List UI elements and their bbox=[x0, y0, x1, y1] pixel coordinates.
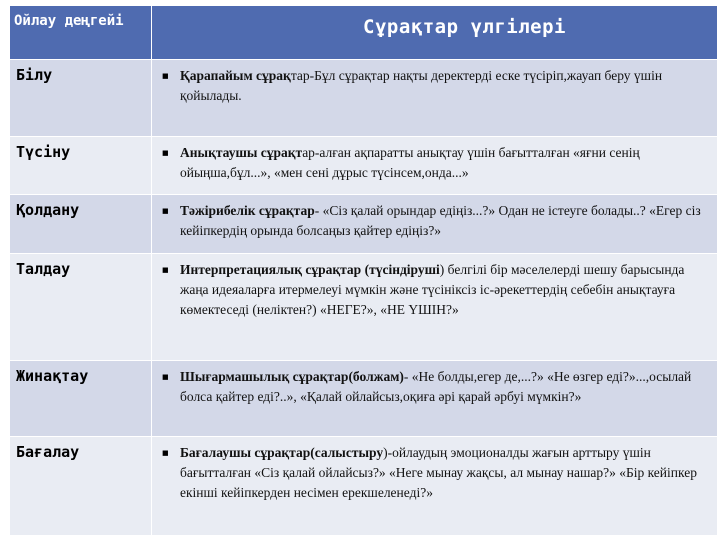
bullet-square-icon: ■ bbox=[162, 149, 169, 157]
table-row bbox=[10, 437, 718, 536]
question-levels-table bbox=[9, 5, 718, 536]
question-type: Анықтаушы сұрақт bbox=[180, 145, 303, 160]
description-text bbox=[180, 443, 709, 503]
bullet-square-icon: ■ bbox=[162, 207, 169, 215]
level-cell: Білу bbox=[10, 60, 152, 137]
level-cell: Бағалау bbox=[10, 437, 152, 536]
level-cell: Жинақтау bbox=[10, 361, 152, 437]
question-explanation: ) белгілі бір мәселелерді шешу барысында жаңа идеяаларға итермелеуі мүмкін және түсініксіз іс-әрекеттердің себебін анықтауға көмектеседі (неліктен?) «НЕГЕ?», «НЕ ҮШІН?» bbox=[180, 262, 685, 317]
description-cell bbox=[152, 60, 718, 137]
table-row bbox=[10, 195, 718, 254]
bullet-square-icon: ■ bbox=[162, 72, 169, 80]
list-item bbox=[162, 367, 709, 407]
description-text bbox=[180, 260, 709, 320]
table-row bbox=[10, 361, 718, 437]
description-cell bbox=[152, 195, 718, 254]
header-question-samples: Сұрақтар үлгілері bbox=[152, 6, 718, 60]
bullet-square-icon: ■ bbox=[162, 266, 169, 274]
description-text bbox=[180, 66, 709, 106]
description-cell bbox=[152, 361, 718, 437]
question-explanation: - «Не болды,егер де,...?» «Не өзгер еді?»...,осылай болса қайтер еді?..», «Қалай ойлайсыз,оқиға әрі қарай әрбуі мүмкін?» bbox=[180, 369, 692, 404]
question-explanation: ар-алған ақпаратты анықтау үшін бағытталған «яғни сенің ойыңша,бұл...», «мен сені дұрыс түсінсем,онда...» bbox=[180, 145, 640, 180]
question-type: Интерпретациялық сұрақтар (түсіндіруші bbox=[180, 262, 440, 277]
list-item bbox=[162, 443, 709, 503]
description-cell bbox=[152, 437, 718, 536]
question-type: Бағалаушы сұрақтар(салыстыру bbox=[180, 445, 384, 460]
table-row bbox=[10, 137, 718, 195]
level-cell: Түсіну bbox=[10, 137, 152, 195]
list-item bbox=[162, 66, 709, 106]
question-type: Шығармашылық сұрақтар(болжам) bbox=[180, 369, 404, 384]
list-item bbox=[162, 201, 709, 241]
list-item bbox=[162, 143, 709, 183]
level-cell: Талдау bbox=[10, 254, 152, 361]
question-type: Қарапайым сұрақ bbox=[180, 68, 291, 83]
question-type: Тәжірибелік сұрақтар bbox=[180, 203, 315, 218]
question-explanation: тар-Бұл сұрақтар нақты деректерді еске түсіріп,жауап беру үшін қойылады. bbox=[180, 68, 663, 103]
header-thinking-level: Ойлау деңгейі bbox=[10, 6, 152, 60]
table-row bbox=[10, 254, 718, 361]
table-row bbox=[10, 60, 718, 137]
table-header-row bbox=[10, 6, 718, 60]
question-explanation: )-ойлаудың эмоционалды жағын арттыру үшін бағытталған «Сіз қалай ойлайсыз?» «Неге мынау жақсы, ал мынау нашар?» «Бір кейіпкер екінші кейіпкерден несімен ерекшеленеді?» bbox=[180, 445, 697, 500]
description-cell bbox=[152, 137, 718, 195]
description-text bbox=[180, 201, 709, 241]
level-cell: Қолдану bbox=[10, 195, 152, 254]
description-text bbox=[180, 143, 709, 183]
bullet-square-icon: ■ bbox=[162, 373, 169, 381]
question-explanation: - «Сіз қалай орындар едіңіз...?» Одан не істеуге болады..? «Егер сіз кейіпкердің орында болсаңыз қайтер едіңіз?» bbox=[180, 203, 701, 238]
description-text bbox=[180, 367, 709, 407]
description-cell bbox=[152, 254, 718, 361]
list-item bbox=[162, 260, 709, 320]
bullet-square-icon: ■ bbox=[162, 449, 169, 457]
